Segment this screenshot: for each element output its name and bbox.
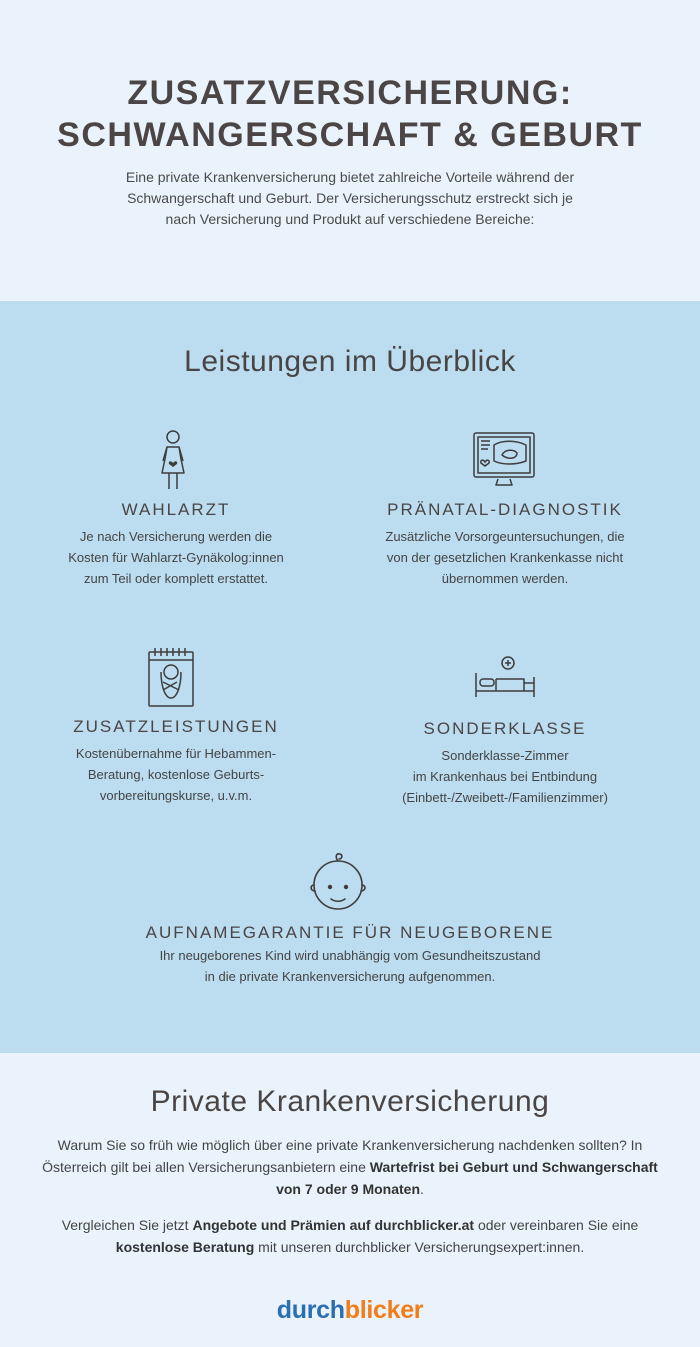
durchblicker-logo[interactable] — [0, 1296, 700, 1325]
feature-desc-line: Kostenübernahme für Hebammen- — [75, 746, 277, 761]
feature-sonderklasse — [360, 719, 650, 808]
feature-desc-line: vorbereitungskurse, u.v.m. — [99, 788, 253, 803]
feature-desc-line: Je nach Versicherung werden die — [79, 529, 273, 544]
feature-desc-line: zum Teil oder komplett erstattet. — [83, 571, 268, 586]
ultrasound-monitor-icon — [472, 431, 536, 487]
private-paragraph-2 — [40, 1214, 660, 1258]
text-run-bold: Wartefrist bei Geburt und Schwangerschaft von 7 oder 9 Monaten — [276, 1159, 658, 1197]
feature-desc-line: (Einbett-/Zweibett-/Familienzimmer) — [402, 790, 608, 805]
page-title-line2: SCHWANGERSCHAFT & GEBURT — [57, 116, 643, 154]
private-heading: Private Krankenversicherung — [150, 1085, 550, 1118]
logo-part-blicker: blicker — [344, 1296, 424, 1324]
overview-heading: Leistungen im Überblick — [184, 345, 516, 378]
feature-desc-line: von der gesetzlichen Krankenkasse nicht — [386, 550, 624, 565]
text-run-bold: Angebote und Prämien auf durchblicker.at — [192, 1217, 475, 1233]
feature-praenatal — [360, 500, 650, 589]
feature-title: WAHLARZT — [121, 500, 231, 519]
feature-desc-line: Sonderklasse-Zimmer — [441, 748, 569, 763]
text-run: mit unseren durchblicker Versicherungsexpert:innen. — [254, 1239, 585, 1255]
feature-title: SONDERKLASSE — [423, 719, 587, 738]
text-run: . — [420, 1181, 424, 1197]
feature-desc-line: Beratung, kostenlose Geburts- — [87, 767, 265, 782]
page-title-line1: ZUSATZVERSICHERUNG: — [127, 74, 573, 112]
feature-description — [80, 945, 620, 987]
feature-wahlarzt — [50, 500, 302, 589]
hospital-bed-icon — [472, 655, 538, 699]
feature-desc-line: Zusätzliche Vorsorgeuntersuchungen, die — [385, 529, 625, 544]
feature-desc-line: Ihr neugeborenes Kind wird unabhängig vom Gesundheitszustand — [159, 948, 541, 963]
feature-desc-line: in die private Krankenversicherung aufgenommen. — [204, 969, 496, 984]
text-run: oder vereinbaren Sie eine — [474, 1217, 639, 1233]
pregnant-woman-icon — [156, 429, 190, 491]
feature-desc-line: Kosten für Wahlarzt-Gynäkolog:innen — [68, 550, 284, 565]
intro-text: Eine private Krankenversicherung bietet zahlreiche Vorteile während der Schwangerschaft und Geburt. Der Versicherungsschutz erstreckt sich je nach Versicherung und Produkt auf verschiedene Bereiche: — [125, 169, 575, 227]
feature-title: PRÄNATAL-DIAGNOSTIK — [387, 500, 623, 519]
feature-description — [360, 526, 650, 589]
feature-aufnamegarantie — [80, 923, 620, 987]
swaddled-baby-icon — [147, 646, 195, 708]
feature-title: ZUSATZLEISTUNGEN — [73, 717, 279, 736]
page-title — [0, 72, 700, 156]
feature-desc-line: übernommen werden. — [441, 571, 569, 586]
text-run: Warum Sie so früh wie möglich über eine private Krankenversicherung nachdenken sollten? In Österreich gilt bei allen Versicherungsanbietern eine — [42, 1137, 643, 1175]
feature-description — [360, 745, 650, 808]
text-run-bold: kostenlose Beratung — [115, 1239, 255, 1255]
baby-face-icon — [307, 851, 369, 913]
overview-section — [0, 301, 700, 1053]
feature-desc-line: im Krankenhaus bei Entbindung — [412, 769, 598, 784]
feature-zusatzleistungen — [50, 717, 302, 806]
text-run: Vergleichen Sie jetzt — [61, 1217, 193, 1233]
feature-description — [50, 526, 302, 589]
header-section — [0, 0, 700, 301]
feature-description — [50, 743, 302, 806]
feature-title: AUFNAMEGARANTIE FÜR NEUGEBORENE — [145, 923, 555, 942]
logo-part-durch: durch — [276, 1296, 345, 1324]
private-paragraph-1 — [40, 1134, 660, 1200]
